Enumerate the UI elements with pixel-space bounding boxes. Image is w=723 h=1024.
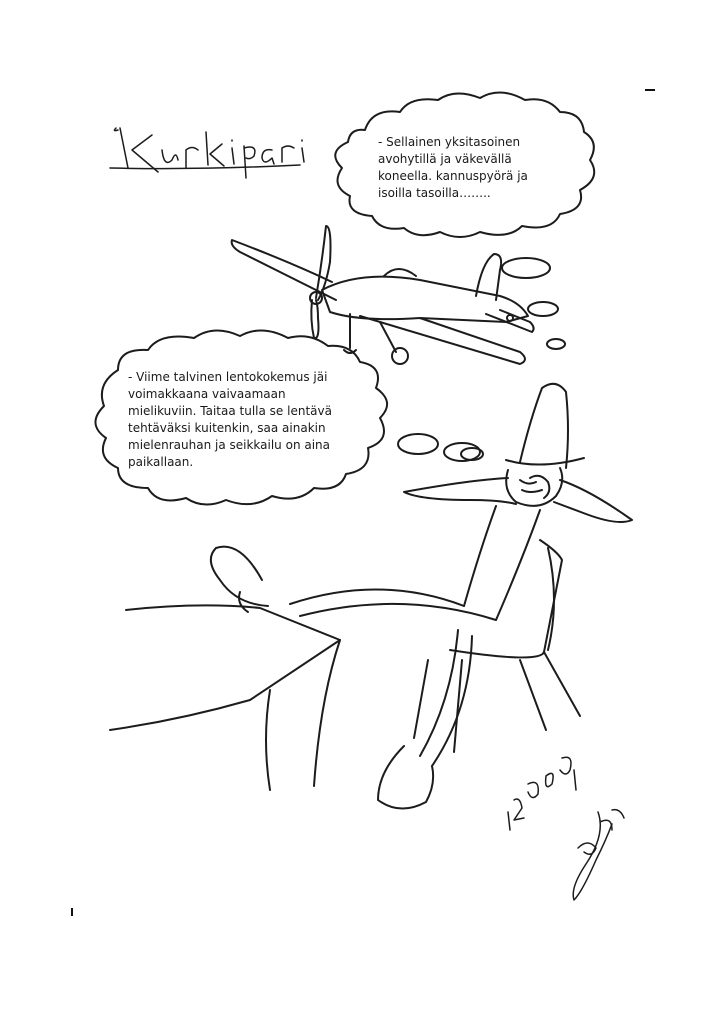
title-text: Kurkipari [118, 139, 234, 169]
table-drawing [110, 605, 340, 790]
signature-drawing [508, 757, 624, 900]
thought-bubble-man-text: - Viime talvinen lentokokemus jäi voimakkaana vaivaamaan mielikuviin. Taitaa tulla se lentävä tehtäväksi kuitenkin, saa ainakin mielenrauhan ja seikkailu on aina paikallaan. [128, 370, 332, 469]
thought-bubble-plane-text: - Sellainen yksitasoinen avohytillä ja väkevällä koneella. kannuspyörä ja isoilla tasoilla…….. [378, 135, 528, 200]
airplane-drawing [232, 226, 534, 364]
thought-bubble-plane [335, 92, 594, 349]
